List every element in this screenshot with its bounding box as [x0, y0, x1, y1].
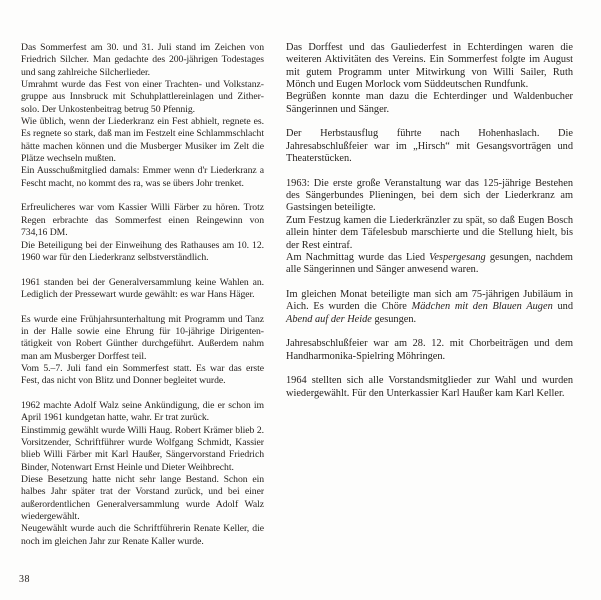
paragraph — [21, 79, 264, 116]
paragraph-block — [286, 42, 573, 116]
title-italic-run: Abend auf der Heide — [286, 313, 372, 325]
paragraph — [21, 42, 264, 79]
paragraph — [286, 289, 573, 326]
text-run: Im gleichen Monat beteiligte man sich am 75-jährigen Jubiläum in Aich. Es wurden die Chöre — [286, 288, 573, 313]
paragraph — [21, 314, 264, 363]
text-run: Neugewählt wurde auch die Schriftführerin Renate Keller, die noch im gleichen Jahr zur Renate Kaller wurde. — [21, 523, 264, 547]
text-run: Zum Festzug kamen die Liederkränzler zu spät, so daß Eugen Bosch allein hinter dem Täfelesbub marschierte und die Stellung hielt, bis der Rest eintraf. — [286, 214, 573, 251]
paragraph — [286, 91, 573, 116]
paragraph — [286, 178, 573, 215]
paragraph — [21, 165, 264, 190]
text-run: Einstimmig gewählt wurde Willi Haug. Robert Krämer blieb 2. Vorsitzender, Schriftführer wurde Wolfgang Schmidt, Kassier blieb Willi Färber mit Karl Haußer, Sängervorstand Friedrich Binder, Notenwart Ernst Heinle und Dieter Weihbrecht. — [21, 424, 264, 473]
text-run: gesungen. — [371, 313, 417, 325]
text-run: Die Beteiligung bei der Einweihung des Rathauses am 10. 12. 1960 war für den Liederkranz selbstverständlich. — [21, 239, 264, 263]
text-run: 1963: Die erste große Veranstaltung war das 125-jährige Bestehen des Sängerbundes Plieningen, bei dem sich der Liederkranz am Gastsingen beteiligte. — [286, 177, 573, 214]
text-run: Am Nachmittag wurde das Lied — [286, 251, 430, 263]
page-number: 38 — [19, 574, 30, 585]
paragraph-block — [286, 289, 573, 326]
text-run: Jahresabschlußfeier war am 28. 12. mit Chorbeiträgen und dem Handharmonika-Spielring Möhringen. — [286, 338, 573, 362]
text-run: 1962 machte Adolf Walz seine Ankündigung, die er schon im April 1961 kundgetan hatte, wahr. Er trat zurück. — [21, 399, 264, 424]
paragraph-block — [21, 400, 264, 548]
paragraph — [21, 523, 264, 548]
text-run: Ein Ausschußmitglied damals: Emmer wenn d'r Liederkranz a Fescht macht, no kommt des ra, was se übers Johr trenket. — [21, 165, 264, 189]
paragraph — [21, 240, 264, 265]
paragraph-block — [286, 338, 573, 363]
title-italic-run: Mädchen mit den Blauen Augen — [411, 301, 553, 313]
title-italic-run: Vespergesang — [429, 251, 486, 263]
text-run: und — [552, 301, 573, 313]
paragraph-block — [21, 314, 264, 388]
paragraph — [21, 425, 264, 474]
paragraph — [286, 42, 573, 91]
paragraph-block — [21, 202, 264, 264]
paragraph — [21, 363, 264, 388]
paragraph — [21, 202, 264, 239]
text-run: Diese Besetzung hatte nicht sehr lange Bestand. Schon ein halbes Jahr später trat der Vorstand zurück, und bei einer außerordentlichen Generalversammlung wurde Adolf Walz wiedergewählt. — [21, 474, 264, 523]
text-run: Der Herbstausflug führte nach Hohenhaslach. Die Jahresabschlußfeier war im „Hirsch“ mit Gesangsvorträgen und Theaterstücken. — [286, 128, 573, 165]
paragraph — [286, 338, 573, 363]
text-run: Es wurde eine Frühjahrsunterhaltung mit Programm und Tanz in der Halle sowie eine Ehrung für 10-jährige Dirigententätigkeit von Robert Günther durchgeführt. Außerdem nahm man am Musberger Dorffest teil. — [21, 313, 264, 362]
paragraph-block — [21, 277, 264, 302]
paragraph-block — [286, 128, 573, 165]
paragraph — [286, 128, 573, 165]
text-run: Wie üblich, wenn der Liederkranz ein Fest abhielt, regnete es. Es regnete so stark, daß man im Festzelt eine Schlammschlacht hätte machen können und die Musberger Musiker im Zelt die Plätze wechseln mußten. — [21, 116, 264, 165]
paragraph-block — [286, 178, 573, 277]
paragraph — [21, 400, 264, 425]
paragraph — [286, 215, 573, 252]
text-run: Das Dorffest und das Gauliederfest in Echterdingen waren die weiteren Aktivitäten des Vereins. Ein Sommerfest folgte im August mit gutem Programm unter Mitwirkung von Willi Sailer, Ruth Mönch und Eugen Morlock vom Süddeutschen Rundfunk. — [286, 42, 573, 91]
paragraph-block — [286, 375, 573, 400]
left-text-column — [21, 42, 264, 548]
paragraph — [286, 375, 573, 400]
text-run: Das Sommerfest am 30. und 31. Juli stand im Zeichen von Friedrich Silcher. Man gedachte des 200-jährigen Todestages und sang zahlreiche Silcherlieder. — [21, 42, 264, 78]
paragraph — [21, 474, 264, 523]
text-run: 1961 standen bei der Generalversammlung keine Wahlen an. Lediglich der Pressewart wurde gewählt: es war Hans Häger. — [21, 276, 264, 300]
paragraph — [286, 252, 573, 277]
text-run: Begrüßen konnte man dazu die Echterdinger und Waldenbucher Sängerinnen und Sänger. — [286, 91, 573, 115]
text-run: Erfreulicheres war vom Kassier Willi Färber zu hören. Trotz Regen erbrachte das Sommerfest einen Reingewinn von 734,16 DM. — [21, 202, 264, 239]
text-run: Umrahmt wurde das Fest von einer Trachten- und Volkstanzgruppe aus Innsbruck mit Schuhplattlereinlagen und Zithersolo. Der Unkostenbeitrag betrug 50 Pfennig. — [21, 79, 264, 115]
text-run: 1964 stellten sich alle Vorstandsmitglieder zur Wahl und wurden wiedergewählt. Für den Unterkassier Karl Haußer kam Karl Keller. — [286, 375, 573, 399]
text-run: Vom 5.–7. Juli fand ein Sommerfest statt. Es war das erste Fest, das nicht von Blitz und Donner begleitet wurde. — [21, 362, 264, 387]
paragraph — [21, 116, 264, 165]
paragraph — [21, 277, 264, 302]
right-text-column — [286, 42, 573, 400]
paragraph-block — [21, 42, 264, 190]
text-run: gesungen, nachdem alle Sängerinnen und Sänger anwesend waren. — [286, 251, 573, 276]
